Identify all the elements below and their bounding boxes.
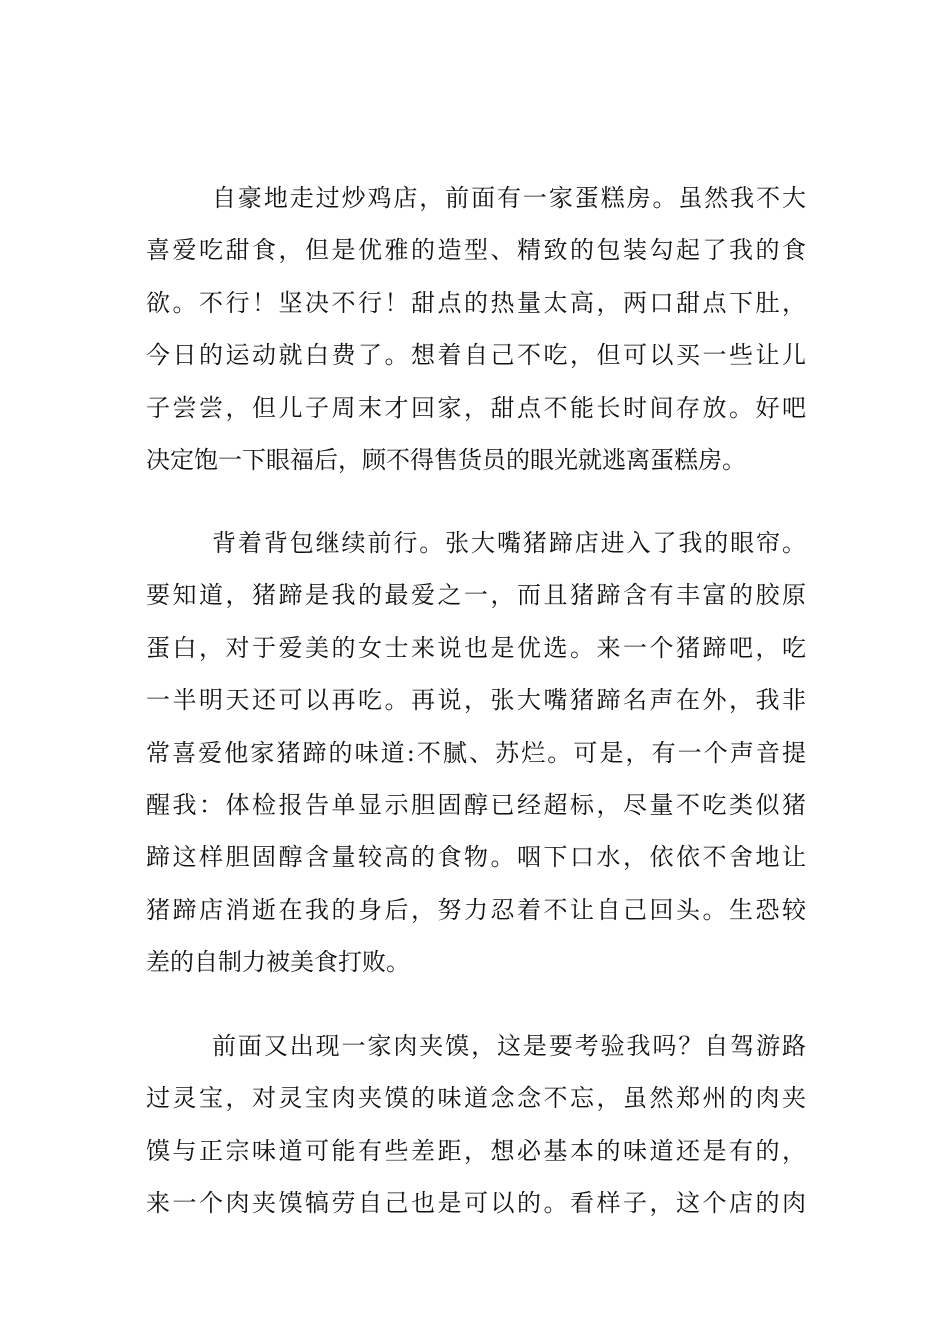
paragraph-line: 自豪地走过炒鸡店，前面有一家蛋糕房。虽然我不大 bbox=[212, 184, 806, 212]
paragraph-line: 过灵宝，对灵宝肉夹馍的味道念念不忘，虽然郑州的肉夹 bbox=[146, 1084, 806, 1113]
paragraph-line: 背着背包继续前行。张大嘴猪蹄店进入了我的眼帘。 bbox=[212, 529, 806, 557]
paragraph-line: 前面又出现一家肉夹馍，这是要考验我吗？自驾游路 bbox=[212, 1032, 806, 1060]
paragraph-line: 今日的运动就白费了。想着自己不吃，但可以买一些让儿 bbox=[146, 341, 806, 370]
paragraph-line: 蹄这样胆固醇含量较高的食物。咽下口水，依依不舍地让 bbox=[146, 843, 806, 872]
paragraph-roujiamo-shop bbox=[146, 1020, 806, 1230]
paragraph-line: 猪蹄店消逝在我的身后，努力忍着不让自己回头。生恐较 bbox=[146, 895, 806, 924]
paragraph-line: 蛋白，对于爱美的女士来说也是优选。来一个猪蹄吧，吃 bbox=[146, 633, 806, 662]
paragraph-line: 常喜爱他家猪蹄的味道:不腻、苏烂。可是，有一个声音提 bbox=[146, 738, 806, 767]
paragraph-pig-trotter-shop bbox=[146, 517, 806, 989]
paragraph-line: 一半明天还可以再吃。再说，张大嘴猪蹄名声在外，我非 bbox=[146, 686, 806, 715]
paragraph-line: 喜爱吃甜食，但是优雅的造型、精致的包装勾起了我的食 bbox=[146, 236, 806, 265]
paragraph-line: 差的自制力被美食打败。 bbox=[146, 948, 410, 977]
paragraph-line: 欲。不行！坚决不行！甜点的热量太高，两口甜点下肚， bbox=[146, 288, 806, 317]
paragraph-line: 子尝尝，但儿子周末才回家，甜点不能长时间存放。好吧 bbox=[146, 393, 806, 422]
paragraph-line: 醒我：体检报告单显示胆固醇已经超标，尽量不吃类似猪 bbox=[146, 790, 806, 819]
paragraph-line: 决定饱一下眼福后，顾不得售货员的眼光就逃离蛋糕房。 bbox=[146, 445, 746, 474]
paragraph-line: 来一个肉夹馍犒劳自己也是可以的。看样子，这个店的肉 bbox=[146, 1189, 806, 1218]
paragraph-line: 馍与正宗味道可能有些差距，想必基本的味道还是有的， bbox=[146, 1136, 806, 1165]
paragraph-line: 要知道，猪蹄是我的最爱之一，而且猪蹄含有丰富的胶原 bbox=[146, 581, 806, 610]
paragraph-cake-shop bbox=[146, 172, 806, 486]
